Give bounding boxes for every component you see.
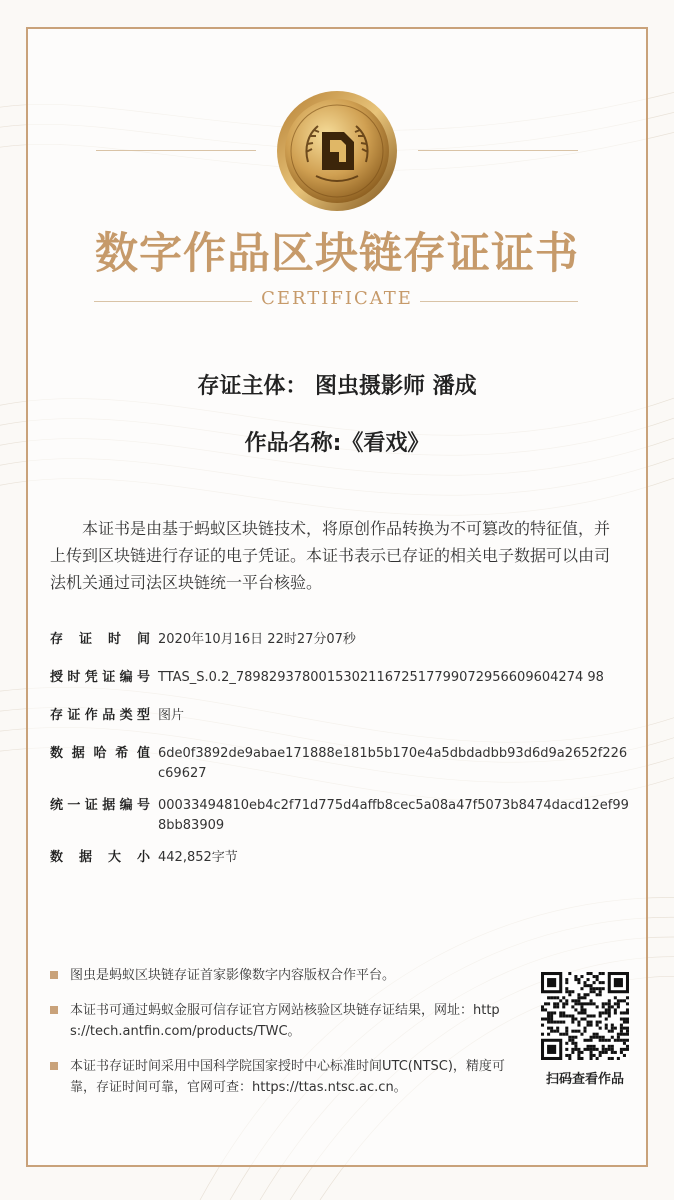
info-value: 2020年10月16日 22时27分07秒	[158, 632, 356, 647]
square-bullet-icon	[50, 971, 58, 979]
note-text: 本证书可通过蚂蚁金服可信存证官方网站核验区块链存证结果，网址：https://tech.antfin.com/products/TWC。	[70, 1003, 500, 1039]
gold-medal-icon	[276, 90, 398, 212]
info-value: 图片	[158, 708, 185, 723]
notes-list	[50, 965, 510, 1112]
info-row-evidence-id	[50, 796, 630, 836]
divider	[96, 150, 256, 151]
square-bullet-icon	[50, 1006, 58, 1014]
certificate-subtitle: CERTIFICATE	[261, 288, 413, 309]
certificate-subtitle-row	[0, 288, 674, 314]
divider	[94, 301, 252, 302]
info-list	[50, 630, 630, 886]
info-value: 00033494810eb4c2f71d775d4affb8cec5a08a47f5073b8474dacd12ef998bb83909	[158, 798, 629, 833]
info-label: 存证时间	[50, 632, 150, 647]
qr-code-icon[interactable]	[541, 972, 629, 1060]
info-value: 442,852字节	[158, 850, 238, 865]
certificate-description: 本证书是由基于蚂蚁区块链技术，将原创作品转换为不可篡改的特征值，并上传到区块链进行存证的电子凭证。本证书表示已存证的相关电子数据可以由司法机关通过司法区块链统一平台核验。	[50, 519, 611, 592]
info-value: TTAS_S.0.2_789829378001530211672517799072956609604274 98	[158, 670, 604, 685]
note-item	[50, 1056, 510, 1098]
note-text: 图虫是蚂蚁区块链存证首家影像数字内容版权合作平台。	[70, 968, 396, 983]
info-row-hash	[50, 744, 630, 784]
note-item	[50, 965, 510, 986]
divider	[418, 150, 578, 151]
note-text: 本证书存证时间采用中国科学院国家授时中心标准时间UTC(NTSC)，精度可靠，存证时间可靠，官网可查：https://ttas.ntsc.ac.cn。	[70, 1059, 505, 1095]
subject-line: 存证主体： 图虫摄影师 潘成	[197, 374, 477, 399]
info-label: 存证作品类型	[50, 708, 150, 723]
info-label: 统一证据编号	[50, 798, 150, 813]
info-row-time	[50, 630, 630, 656]
divider	[420, 301, 578, 302]
info-label: 授时凭证编号	[50, 670, 150, 685]
certificate-title: 数字作品区块链存证证书	[95, 229, 579, 279]
info-row-size	[50, 848, 630, 874]
square-bullet-icon	[50, 1062, 58, 1070]
work-title-line: 作品名称:《看戏》	[244, 431, 430, 456]
info-row-timestamp-id	[50, 668, 630, 694]
info-value: 6de0f3892de9abae171888e181b5b170e4a5dbdadbb93d6d9a2652f226c69627	[158, 746, 628, 781]
info-label: 数据大小	[50, 850, 150, 865]
info-row-work-type	[50, 706, 630, 732]
qr-caption: 扫码查看作品	[545, 1072, 624, 1087]
note-item	[50, 1000, 510, 1042]
info-label: 数据哈希值	[50, 746, 150, 761]
